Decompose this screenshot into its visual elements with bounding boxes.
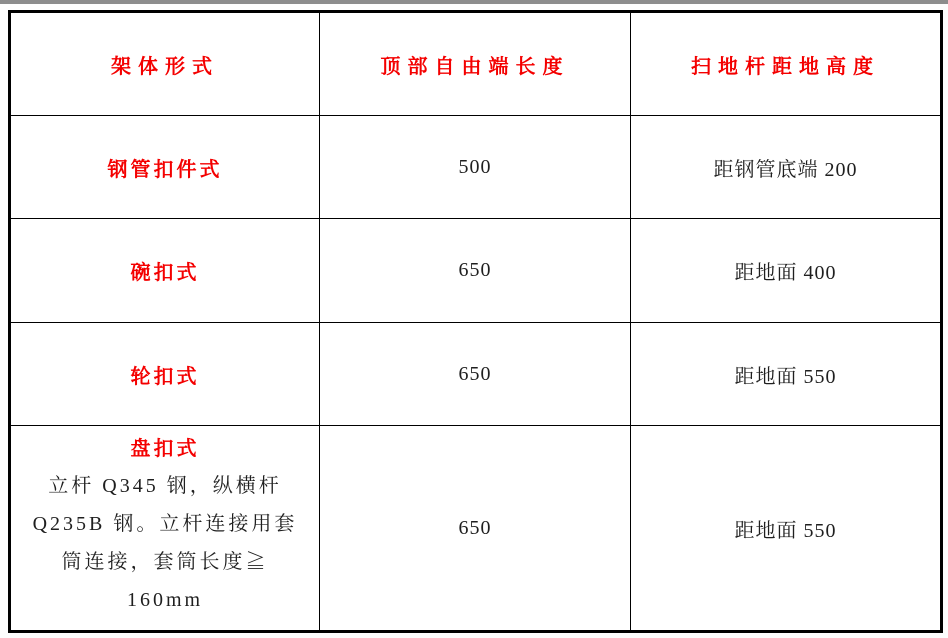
sweeper-height-value: 距地面 550 bbox=[734, 519, 837, 542]
frame-type-label: 钢管扣件式 bbox=[107, 158, 223, 181]
frame-type-label: 轮扣式 bbox=[130, 365, 200, 388]
frame-type-description-line: 筒连接，套筒长度≧ bbox=[61, 551, 269, 573]
top-free-end-length-value: 500 bbox=[458, 155, 492, 178]
top-free-end-length-value: 650 bbox=[458, 516, 492, 539]
frame-type-description-line: Q235B 钢。立杆连接用套 bbox=[32, 513, 298, 535]
sweeper-height-value: 距地面 550 bbox=[734, 365, 837, 388]
cell-top-free-end-length bbox=[320, 426, 631, 632]
cell-sweeper-height bbox=[631, 116, 942, 219]
col-header-top-free-end-length-label: 顶部自由端长度 bbox=[380, 55, 570, 78]
cell-top-free-end-length bbox=[320, 323, 631, 426]
col-header-top-free-end-length bbox=[320, 12, 631, 116]
frame-type-label: 盘扣式 bbox=[130, 438, 200, 460]
table-row-steel-pipe-coupler bbox=[10, 116, 942, 219]
scaffold-spec-table bbox=[8, 10, 943, 633]
top-free-end-length-value: 650 bbox=[458, 259, 492, 281]
frame-type-description-line: 160mm bbox=[126, 589, 204, 611]
col-header-frame-type-label: 架体形式 bbox=[111, 55, 219, 78]
col-header-sweeper-height bbox=[631, 12, 942, 116]
sweeper-height-value: 距钢管底端 200 bbox=[713, 158, 858, 181]
cell-top-free-end-length bbox=[320, 116, 631, 219]
cell-sweeper-height bbox=[631, 426, 942, 632]
frame-type-description bbox=[11, 467, 319, 619]
col-header-frame-type bbox=[10, 12, 320, 116]
header-row bbox=[10, 12, 942, 116]
cell-top-free-end-length bbox=[320, 219, 631, 323]
cell-frame-type bbox=[10, 219, 320, 323]
cell-frame-type bbox=[10, 323, 320, 426]
cell-frame-type bbox=[10, 426, 320, 632]
frame-type-label: 碗扣式 bbox=[130, 262, 200, 284]
top-free-end-length-value: 650 bbox=[458, 362, 492, 385]
table-row-wheel-coupler bbox=[10, 323, 942, 426]
sweeper-height-value: 距地面 400 bbox=[734, 262, 837, 284]
table-row-disc-coupler bbox=[10, 426, 942, 632]
cell-sweeper-height bbox=[631, 323, 942, 426]
frame-type-description-line: 立杆 Q345 钢，纵横杆 bbox=[48, 475, 282, 497]
cell-frame-type bbox=[10, 116, 320, 219]
top-divider-strip bbox=[0, 0, 948, 4]
col-header-sweeper-height-label: 扫地杆距地高度 bbox=[691, 55, 880, 78]
table-row-bowl-coupler bbox=[10, 219, 942, 323]
cell-sweeper-height bbox=[631, 219, 942, 323]
